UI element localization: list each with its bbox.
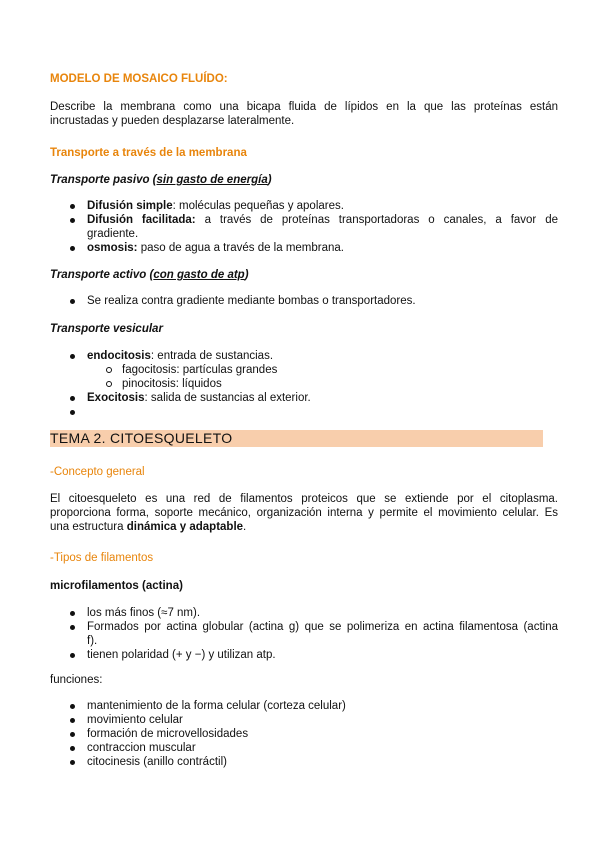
list-item: los más finos (≈7 nm).: [50, 606, 558, 620]
concepto-heading: -Concepto general: [50, 466, 145, 478]
concepto-line3: [50, 520, 246, 534]
item-term: Exocitosis: [87, 392, 145, 404]
list-item: [50, 391, 558, 405]
mosaico-desc-line2: incrustadas y pueden desplazarse lateralmente.: [50, 115, 295, 127]
concepto-line1: El citoesqueleto es una red de filamentos proteicos que se extiende por el citoplasma.: [50, 493, 558, 505]
transporte-activo-heading: [50, 268, 249, 282]
item-text: a través de proteínas transportadoras o canales, a favor de: [195, 214, 558, 226]
tipos-heading: -Tipos de filamentos: [50, 552, 154, 564]
item-text: : moléculas pequeñas y apolares.: [172, 200, 344, 212]
list-item: [50, 349, 558, 363]
microfilamentos-heading: microfilamentos (actina): [50, 580, 183, 592]
item-text: : salida de sustancias al exterior.: [144, 392, 311, 404]
concepto-period: .: [243, 521, 247, 533]
mosaico-heading: MODELO DE MOSAICO FLUÍDO:: [50, 73, 228, 85]
activo-close: ): [244, 269, 249, 281]
list-item: [50, 620, 558, 648]
micro-list: [50, 606, 558, 662]
list-item: [50, 199, 558, 213]
list-item: tienen polaridad (+ y −) y utilizan atp.: [50, 648, 558, 662]
list-item: Se realiza contra gradiente mediante bombas o transportadores.: [50, 294, 558, 308]
item-text-cont: gradiente.: [87, 228, 139, 240]
funciones-list: [50, 699, 558, 769]
sub-list-item: fagocitosis: partículas grandes: [50, 363, 558, 377]
item-text-cont: f).: [87, 635, 98, 647]
list-item: mantenimiento de la forma celular (corteza celular): [50, 699, 558, 713]
mosaico-desc-line1: Describe la membrana como una bicapa fluida de lípidos en la que las proteínas están: [50, 101, 558, 113]
item-term: osmosis:: [87, 242, 138, 254]
concepto-text: una estructura: [50, 521, 127, 533]
activo-list: [50, 294, 558, 308]
funciones-label: funciones:: [50, 674, 103, 686]
list-item: citocinesis (anillo contráctil): [50, 755, 558, 769]
item-term: Difusión simple: [87, 200, 173, 212]
list-item: movimiento celular: [50, 713, 558, 727]
pasivo-label: Transporte pasivo (: [50, 174, 157, 186]
item-line: Formados por actina globular (actina g) que se polimeriza en actina filamentosa (actina: [87, 621, 558, 633]
list-item: formación de microvellosidades: [50, 727, 558, 741]
pasivo-list: [50, 199, 558, 255]
list-item-empty: [50, 405, 558, 419]
item-term: Difusión facilitada:: [87, 214, 196, 226]
item-term: endocitosis: [87, 350, 151, 362]
transporte-heading: Transporte a través de la membrana: [50, 147, 247, 159]
vesicular-list: [50, 349, 558, 419]
item-line: [87, 213, 558, 227]
concepto-bold: dinámica y adaptable: [126, 521, 244, 533]
transporte-pasivo-heading: [50, 173, 272, 187]
activo-label: Transporte activo (: [50, 269, 154, 281]
sub-list-item: pinocitosis: líquidos: [50, 377, 558, 391]
item-text: paso de agua a través de la membrana.: [137, 242, 344, 254]
list-item: [50, 213, 558, 241]
tema2-title: TEMA 2. CITOESQUELETO: [50, 430, 543, 447]
concepto-line2: proporciona forma, soporte mecánico, organización interna y permite el movimiento celular. Es: [50, 507, 558, 519]
activo-underline: con gasto de atp: [153, 269, 245, 281]
transporte-vesicular-heading: Transporte vesicular: [50, 323, 163, 335]
pasivo-underline: sin gasto de energía: [156, 174, 268, 186]
pasivo-close: ): [267, 174, 272, 186]
list-item: [50, 241, 558, 255]
list-item: contraccion muscular: [50, 741, 558, 755]
item-text: : entrada de sustancias.: [150, 350, 274, 362]
